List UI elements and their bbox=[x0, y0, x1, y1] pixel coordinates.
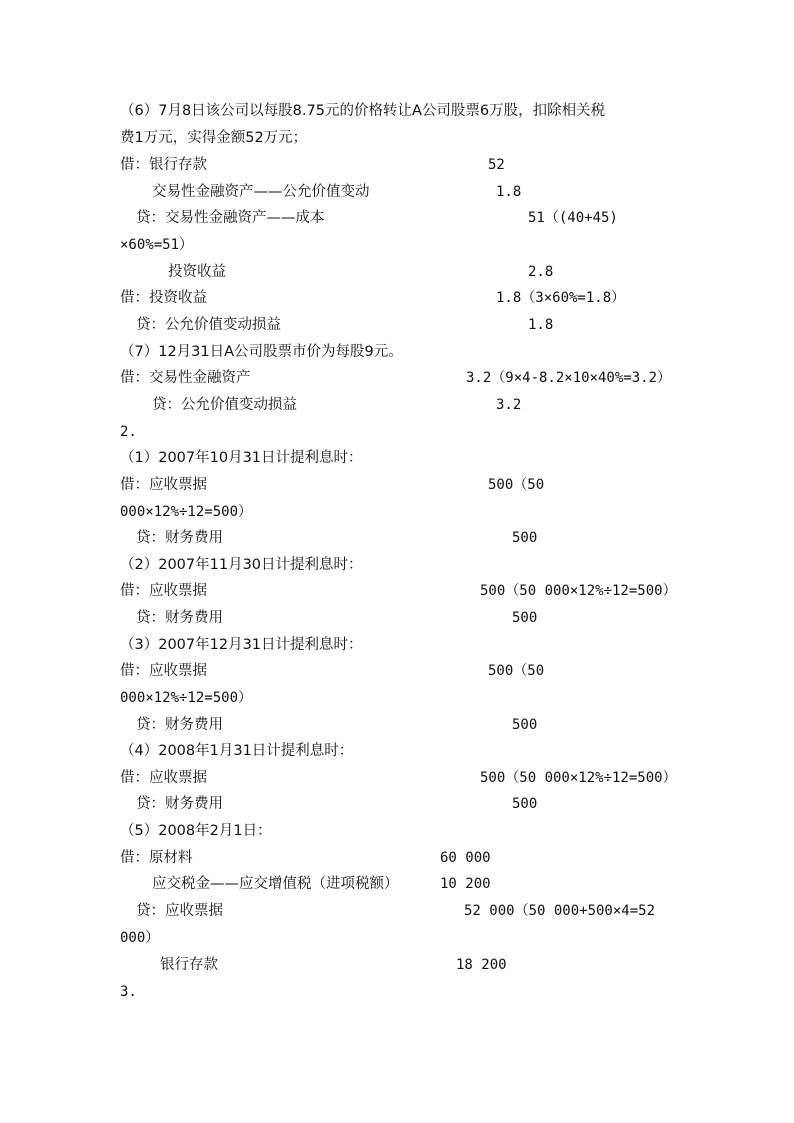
section-number: 2. bbox=[120, 424, 137, 440]
text-line: （3）2007年12月31日计提利息时： bbox=[120, 637, 363, 653]
entry-amount: 500 bbox=[512, 530, 538, 546]
entry-amount: 2.8 bbox=[528, 264, 554, 280]
entry-amount: 10 200 bbox=[440, 876, 491, 892]
entry-amount: 500（50 000×12%÷12=500） bbox=[480, 583, 677, 599]
text-line: 000×12%÷12=500） bbox=[120, 690, 253, 706]
entry-account: 贷：交易性金融资产——成本 bbox=[136, 210, 325, 226]
entry-account: 借：银行存款 bbox=[120, 157, 207, 173]
entry-account: 借：应收票据 bbox=[120, 663, 207, 679]
entry-amount: 500（50 bbox=[488, 477, 545, 493]
entry-account: 银行存款 bbox=[160, 957, 218, 973]
section-number: 3. bbox=[120, 984, 137, 1000]
entry-account: 借：应收票据 bbox=[120, 477, 207, 493]
entry-account: 贷：财务费用 bbox=[136, 796, 223, 812]
text-line: 000×12%÷12=500） bbox=[120, 504, 253, 520]
entry-account: 贷：公允价值变动损益 bbox=[136, 317, 281, 333]
entry-account: 借：应收票据 bbox=[120, 583, 207, 599]
entry-amount: 500（50 000×12%÷12=500） bbox=[480, 770, 677, 786]
text-line: （2）2007年11月30日计提利息时： bbox=[120, 557, 363, 573]
entry-account: 贷：财务费用 bbox=[136, 717, 223, 733]
entry-amount: 1.8（3×60%=1.8） bbox=[496, 290, 626, 306]
entry-account: 借：应收票据 bbox=[120, 770, 207, 786]
text-line: （4）2008年1月31日计提利息时： bbox=[120, 743, 354, 759]
text-line: （6）7月8日该公司以每股8.75元的价格转让A公司股票6万股，扣除相关税 bbox=[120, 103, 606, 119]
entry-amount: 1.8 bbox=[528, 317, 554, 333]
text-line: （5）2008年2月1日： bbox=[120, 823, 272, 839]
text-line: （7）12月31日A公司股票市价为每股9元。 bbox=[120, 344, 403, 360]
entry-amount: 500 bbox=[512, 610, 538, 626]
entry-amount: 1.8 bbox=[496, 184, 522, 200]
entry-account: 应交税金——应交增值税（进项税额） bbox=[152, 876, 399, 892]
entry-amount: 500 bbox=[512, 796, 538, 812]
entry-account: 借：投资收益 bbox=[120, 290, 207, 306]
entry-account: 借：交易性金融资产 bbox=[120, 370, 251, 386]
entry-account: 贷：财务费用 bbox=[136, 610, 223, 626]
entry-amount: 3.2 bbox=[496, 397, 522, 413]
entry-amount: 18 200 bbox=[456, 957, 507, 973]
entry-account: 借：原材料 bbox=[120, 850, 193, 866]
entry-account: 贷：公允价值变动损益 bbox=[152, 397, 297, 413]
entry-account: 交易性金融资产——公允价值变动 bbox=[152, 184, 370, 200]
entry-amount: 500（50 bbox=[488, 663, 545, 679]
entry-account: 投资收益 bbox=[168, 264, 226, 280]
entry-amount: 500 bbox=[512, 717, 538, 733]
entry-amount: 60 000 bbox=[440, 850, 491, 866]
entry-amount: 52 bbox=[488, 157, 505, 173]
entry-amount: 3.2（9×4-8.2×10×40%=3.2） bbox=[466, 370, 672, 386]
entry-amount: 51（(40+45) bbox=[528, 210, 618, 226]
text-line: ×60%=51） bbox=[120, 237, 194, 253]
text-line: （1）2007年10月31日计提利息时： bbox=[120, 450, 363, 466]
text-line: 费1万元，实得金额52万元； bbox=[120, 130, 308, 146]
entry-account: 贷：财务费用 bbox=[136, 530, 223, 546]
entry-account: 贷：应收票据 bbox=[136, 903, 223, 919]
text-line: 000） bbox=[120, 930, 160, 946]
entry-amount: 52 000（50 000+500×4=52 bbox=[464, 903, 656, 919]
